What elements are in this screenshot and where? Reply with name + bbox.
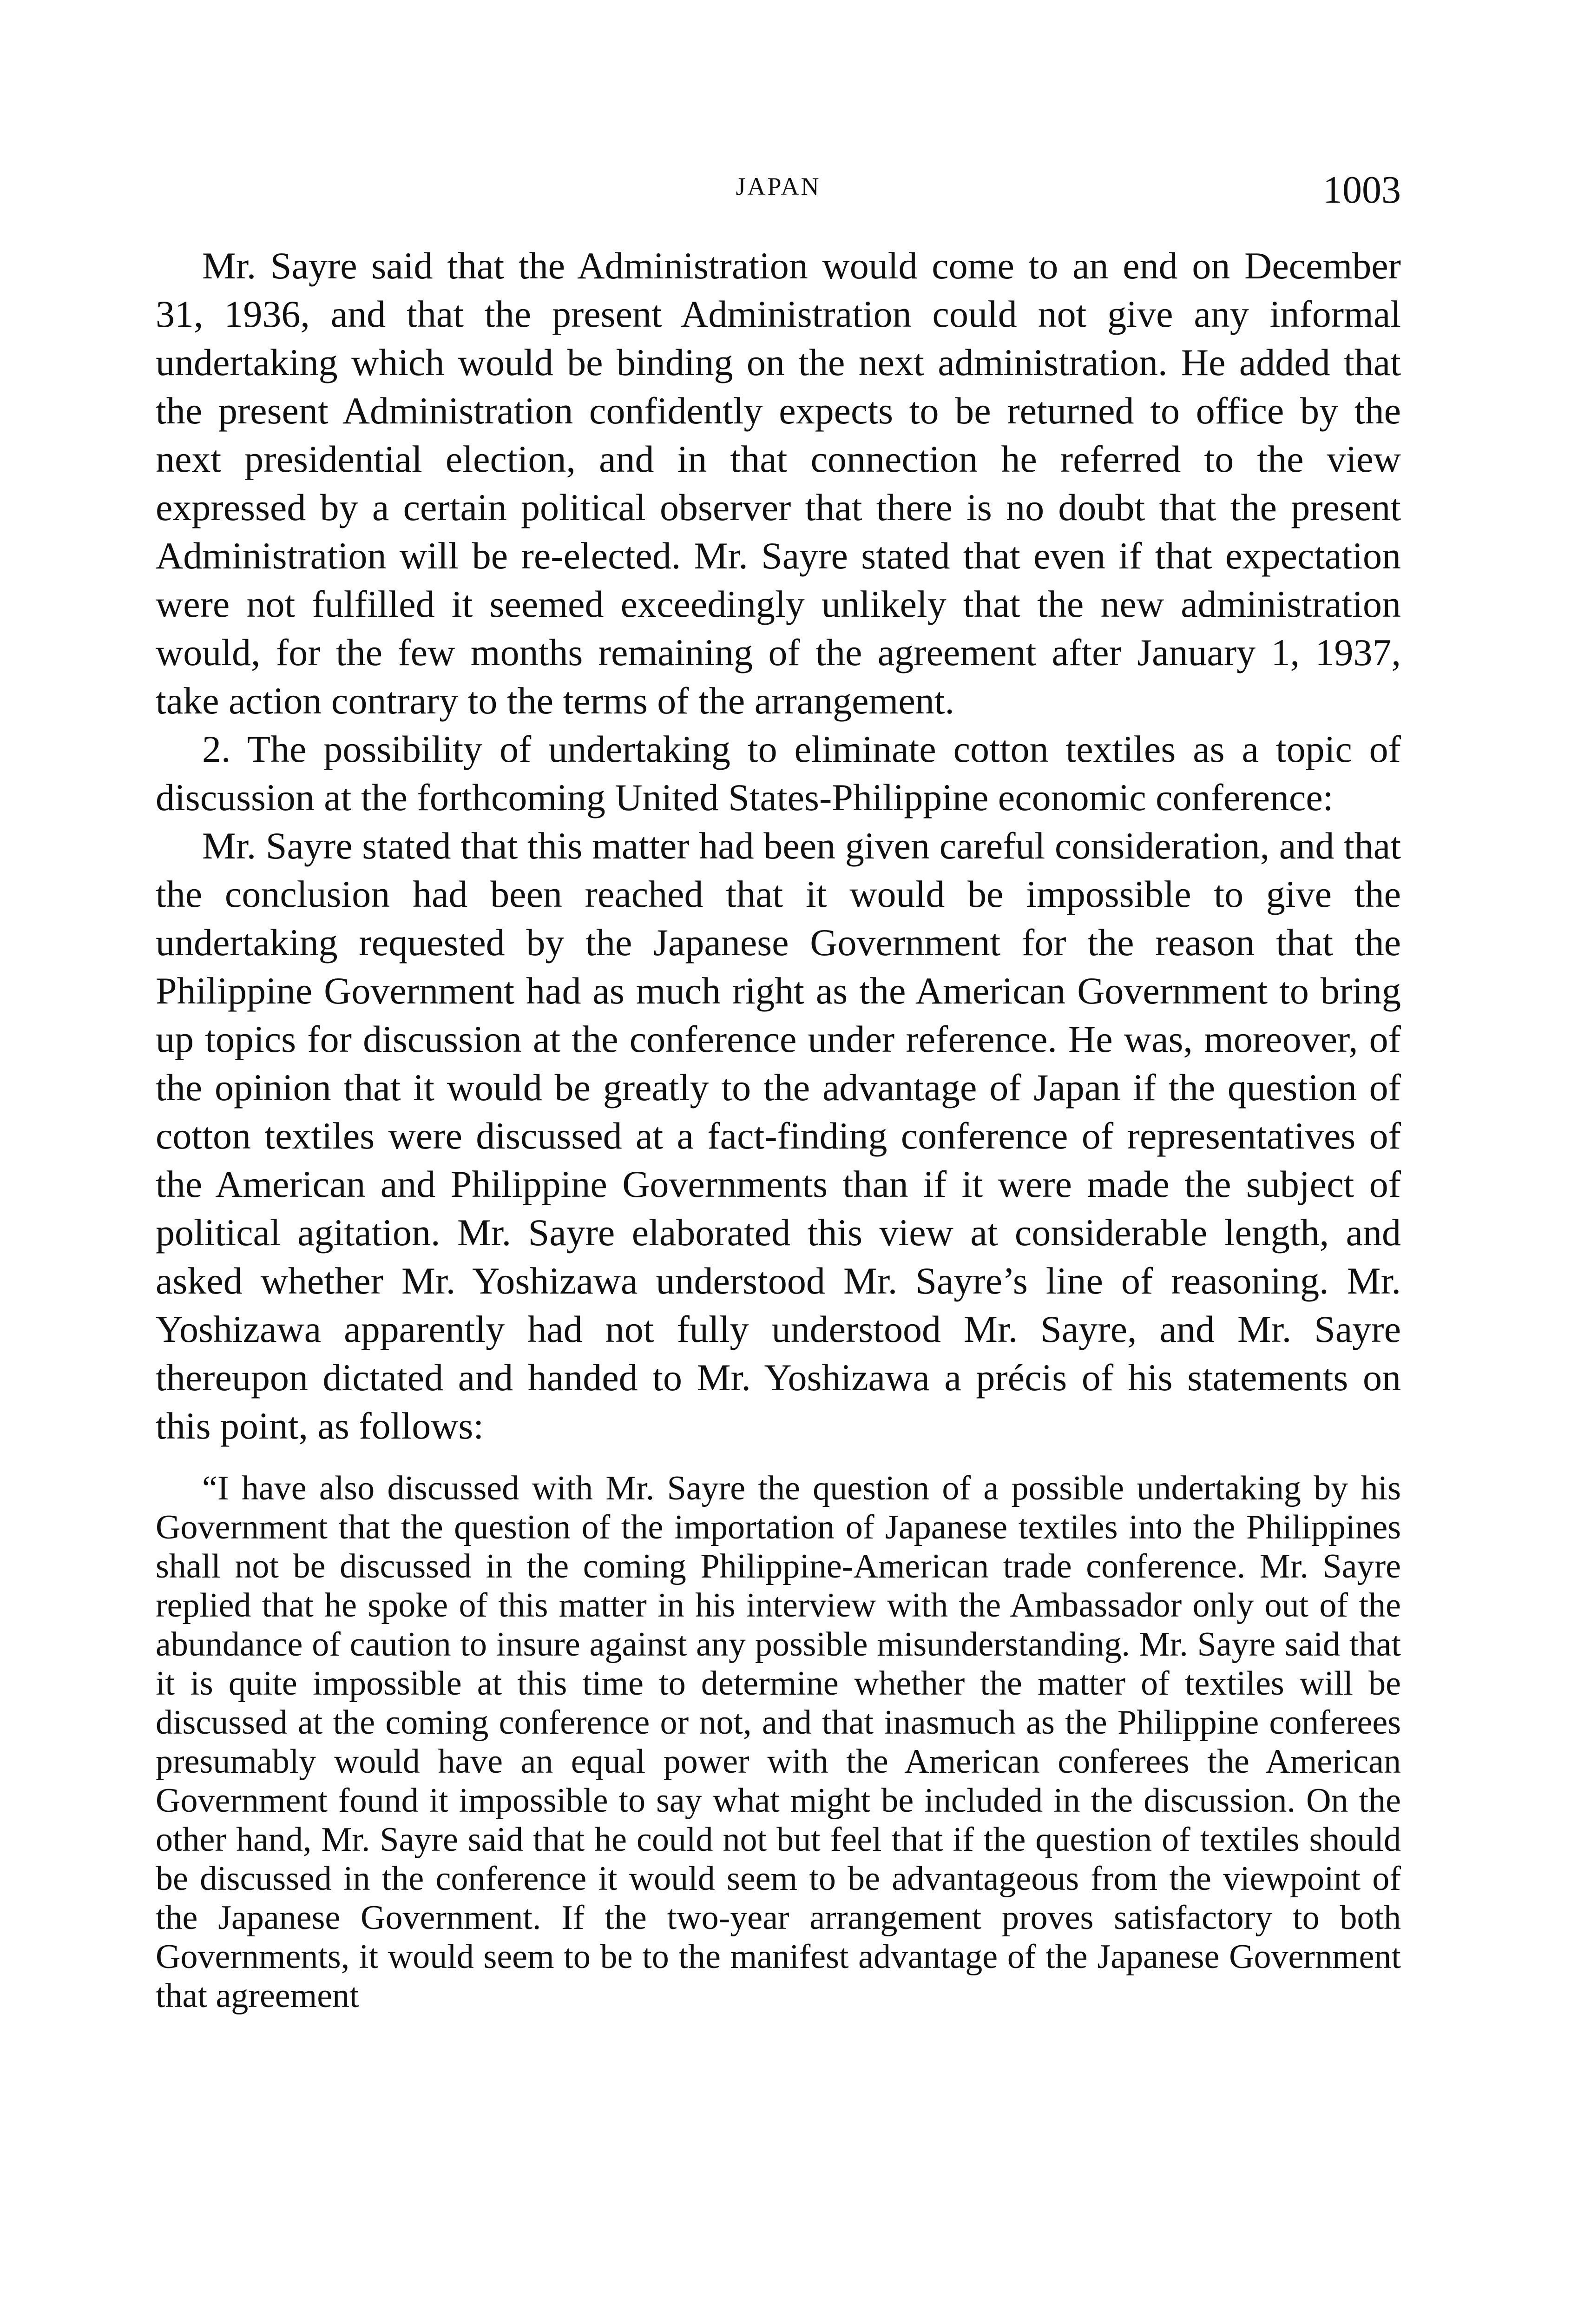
- paragraph-item-2: 2. The possibility of undertaking to eliminate cotton textiles as a topic of discussion at the forthcoming United States-Philippine economic conference:: [156, 728, 1401, 819]
- running-title: JAPAN: [736, 172, 821, 200]
- paragraph-sayre-consideration: Mr. Sayre stated that this matter had been given careful consideration, and that the conclusion had been reached that it would be impossible to give the undertaking requested by the Japanese Government for the reason that the Philippine Government had as much right as the American Government to bring up topics for discussion at the conference under reference. He was, moreover, of the opinion that it would be greatly to the advantage of Japan if the question of cotton textiles were discussed at a fact-finding conference of representatives of the American and Philippine Governments than if it were made the subject of political agitation. Mr. Sayre elaborated this view at considerable length, and asked whether Mr. Yoshizawa understood Mr. Sayre’s line of reasoning. Mr. Yoshizawa apparently had not fully understood Mr. Sayre, and Mr. Sayre thereupon dictated and handed to Mr. Yoshizawa a précis of his statements on this point, as follows:: [156, 825, 1401, 1447]
- document-page: [156, 167, 1401, 2015]
- paragraph-sayre-administration: Mr. Sayre said that the Administration would come to an end on December 31, 1936, and that the present Administration could not give any informal undertaking which would be binding on the next administration. He added that the present Administration confidently expects to be returned to office by the next presidential election, and in that connection he referred to the view expressed by a certain political observer that there is no doubt that the present Administration will be re-elected. Mr. Sayre stated that even if that expectation were not fulfilled it seemed exceedingly unlikely that the new administration would, for the few months remaining of the agreement after January 1, 1937, take action contrary to the terms of the arrangement.: [156, 244, 1401, 722]
- page-number: 1003: [1323, 168, 1401, 211]
- quoted-precis-paragraph: “I have also discussed with Mr. Sayre the question of a possible undertaking by his Government that the question of the importation of Japanese textiles into the Philippines shall not be discussed in the coming Philippine-American trade conference. Mr. Sayre replied that he spoke of this matter in his interview with the Ambassador only out of the abundance of caution to insure against any possible misunderstanding. Mr. Sayre said that it is quite impossible at this time to determine whether the matter of textiles will be discussed at the coming conference or not, and that inasmuch as the Philippine conferees presumably would have an equal power with the American conferees the American Government found it impossible to say what might be included in the discussion. On the other hand, Mr. Sayre said that he could not but feel that if the question of textiles should be discussed in the conference it would seem to be advantageous from the viewpoint of the Japanese Government. If the two-year arrangement proves satisfactory to both Governments, it would seem to be to the manifest advantage of the Japanese Government that agreement: [156, 1469, 1401, 2015]
- quoted-precis: [156, 1469, 1401, 2015]
- running-head: [156, 167, 1401, 223]
- body-text: [156, 242, 1401, 1450]
